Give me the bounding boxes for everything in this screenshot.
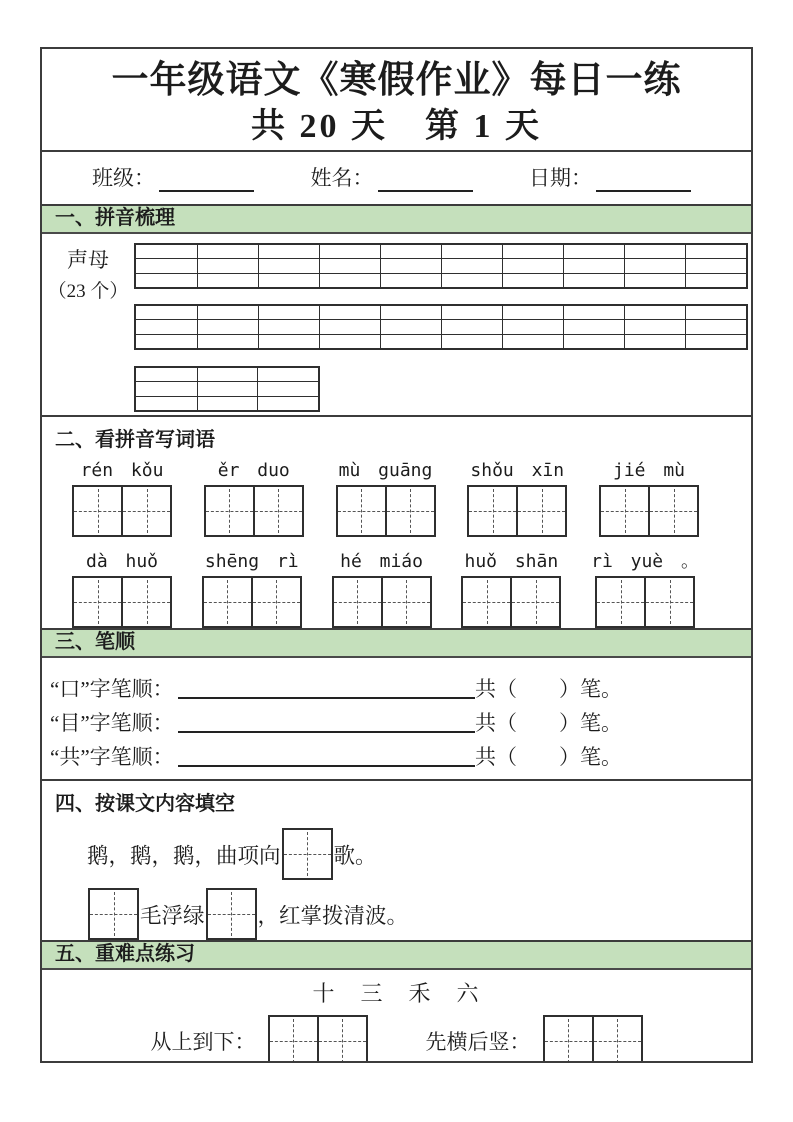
initials-label-line2: （23 个） — [47, 281, 129, 302]
writing-cell[interactable] — [74, 487, 121, 535]
pinyin-grid-cell[interactable] — [380, 273, 441, 287]
pinyin-grid-cell[interactable] — [136, 273, 197, 287]
pinyin-grid-cell[interactable] — [502, 273, 563, 287]
writing-box[interactable] — [202, 576, 302, 628]
name-field — [311, 162, 473, 192]
writing-box[interactable] — [72, 576, 172, 628]
writing-box[interactable] — [595, 576, 695, 628]
pinyin-grid-cell[interactable] — [441, 273, 502, 287]
pinyin-label: shǒu xīn — [470, 460, 565, 481]
writing-cell[interactable] — [601, 487, 648, 535]
section1-body — [42, 234, 751, 415]
pinyin-grid-cell[interactable] — [319, 245, 380, 258]
pinyin-grid-cell[interactable] — [502, 258, 563, 272]
word-group — [204, 458, 304, 537]
writing-box[interactable] — [88, 888, 139, 940]
pinyin-grid-cell[interactable] — [441, 319, 502, 333]
pinyin-grid-cell[interactable] — [319, 334, 380, 348]
initials-label-line1: 声母 — [67, 248, 109, 272]
writing-cell[interactable] — [338, 487, 385, 535]
pinyin-grid-cell[interactable] — [563, 245, 624, 258]
writing-cell[interactable] — [121, 487, 170, 535]
word-group — [467, 458, 567, 537]
initials-label — [42, 243, 134, 409]
stroke-order-blank[interactable] — [178, 697, 475, 699]
pinyin-grid-cell[interactable] — [380, 319, 441, 333]
writing-box[interactable] — [336, 485, 436, 537]
writing-cell[interactable] — [385, 487, 434, 535]
pinyin-grid-cell[interactable] — [136, 306, 197, 319]
pinyin-grid-cell[interactable] — [380, 306, 441, 319]
writing-box[interactable] — [332, 576, 432, 628]
pinyin-grid-cell[interactable] — [319, 306, 380, 319]
practice-label: 从上到下： — [150, 1030, 256, 1054]
pinyin-grid-cell[interactable] — [502, 306, 563, 319]
pinyin-grid-cell[interactable] — [197, 306, 258, 319]
pinyin-grid-cell[interactable] — [136, 334, 197, 348]
practice-row — [42, 1015, 751, 1063]
writing-cell[interactable] — [510, 578, 559, 626]
word-group — [336, 458, 436, 537]
pinyin-grid-cell[interactable] — [197, 273, 258, 287]
writing-cell[interactable] — [516, 487, 565, 535]
stroke-order-blank[interactable] — [178, 731, 475, 733]
pinyin-grid-cell[interactable] — [197, 368, 258, 381]
fill-text: 歌。 — [333, 843, 377, 868]
stroke-order-line — [50, 703, 622, 737]
pinyin-grid-cell[interactable] — [624, 334, 685, 348]
writing-cell[interactable] — [545, 1017, 592, 1063]
pinyin-grid-cell[interactable] — [258, 306, 319, 319]
pinyin-grid-cell[interactable] — [624, 319, 685, 333]
class-label: 班级： — [92, 166, 155, 190]
writing-cell[interactable] — [208, 890, 255, 938]
writing-cell[interactable] — [74, 578, 121, 626]
pinyin-grid-cell[interactable] — [502, 334, 563, 348]
writing-cell[interactable] — [121, 578, 170, 626]
pinyin-grid-cell[interactable] — [563, 273, 624, 287]
writing-cell[interactable] — [253, 487, 302, 535]
pinyin-grid-cell[interactable] — [380, 258, 441, 272]
section5-header: 五、重难点练习 — [42, 940, 751, 970]
writing-cell[interactable] — [270, 1017, 317, 1063]
pinyin-grid-cell[interactable] — [380, 245, 441, 258]
writing-cell[interactable] — [644, 578, 693, 626]
pinyin-label: dà huǒ — [85, 551, 159, 572]
writing-box[interactable] — [282, 828, 333, 880]
date-field — [529, 162, 691, 192]
word-group — [332, 549, 432, 628]
writing-cell[interactable] — [206, 487, 253, 535]
word-group — [591, 549, 699, 628]
pinyin-label: rén kǒu — [80, 460, 164, 481]
pinyin-grid-cell[interactable] — [197, 258, 258, 272]
pinyin-grid-cell[interactable] — [197, 334, 258, 348]
pinyin-grid-cell[interactable] — [441, 334, 502, 348]
pinyin-grid-stack — [134, 243, 751, 409]
stroke-order-blank[interactable] — [178, 765, 475, 767]
class-blank[interactable] — [159, 168, 254, 192]
pinyin-grid-cell[interactable] — [624, 258, 685, 272]
fill-line-1 — [42, 828, 751, 880]
writing-box[interactable] — [543, 1015, 643, 1063]
fill-text: 鹅，鹅，鹅，曲项向 — [87, 843, 281, 868]
section4-header: 四、按课文内容填空 — [42, 779, 751, 819]
pinyin-grid-cell[interactable] — [319, 258, 380, 272]
worksheet-title: 一年级语文《寒假作业》每日一练 — [111, 60, 682, 101]
pinyin-grid-cell[interactable] — [197, 396, 258, 410]
pinyin-grid-cell[interactable] — [502, 319, 563, 333]
pinyin-grid-2 — [134, 304, 748, 350]
writing-cell[interactable] — [592, 1017, 641, 1063]
writing-box[interactable] — [467, 485, 567, 537]
word-group — [72, 458, 172, 537]
pinyin-grid-cell[interactable] — [685, 258, 746, 272]
pinyin-label: hé miáo — [340, 551, 423, 572]
stroke-count-prompt: 共（ ）笔。 — [475, 745, 622, 769]
pinyin-grid-cell[interactable] — [257, 381, 318, 395]
practice-characters: 十 三 禾 六 — [312, 981, 481, 1006]
practice-label: 先横后竖： — [425, 1030, 531, 1054]
pinyin-grid-cell[interactable] — [319, 273, 380, 287]
worksheet-subtitle: 共 20 天 第 1 天 — [251, 108, 542, 145]
pinyin-grid-cell[interactable] — [136, 245, 197, 258]
pinyin-grid-cell[interactable] — [197, 381, 258, 395]
pinyin-grid-cell[interactable] — [136, 258, 197, 272]
pinyin-label: ěr duo — [217, 460, 290, 481]
stroke-order-line — [50, 737, 622, 771]
writing-box[interactable] — [72, 485, 172, 537]
pinyin-grid-cell[interactable] — [319, 319, 380, 333]
section2-header: 二、看拼音写词语 — [42, 415, 751, 455]
pinyin-grid-cell[interactable] — [441, 245, 502, 258]
name-label: 姓名： — [310, 166, 374, 190]
stroke-order-prompt: “口”字笔顺： — [50, 677, 174, 701]
pinyin-grid-cell[interactable] — [441, 258, 502, 272]
section3-body — [42, 658, 751, 779]
pinyin-grid-cell[interactable] — [624, 273, 685, 287]
fill-text: 毛浮绿 — [140, 903, 205, 928]
writing-cell[interactable] — [597, 578, 644, 626]
title-block — [42, 49, 751, 152]
pinyin-grid-cell[interactable] — [380, 334, 441, 348]
pinyin-label: mù guāng — [338, 460, 433, 481]
writing-cell[interactable] — [204, 578, 251, 626]
stroke-order-prompt: “目”字笔顺： — [50, 711, 174, 735]
writing-cell[interactable] — [381, 578, 430, 626]
pinyin-grid-cell[interactable] — [685, 273, 746, 287]
date-label: 日期： — [529, 166, 592, 190]
pinyin-grid-cell[interactable] — [563, 258, 624, 272]
info-row — [42, 152, 751, 204]
pinyin-grid-cell[interactable] — [136, 368, 197, 381]
stroke-count-prompt: 共（ ）笔。 — [475, 711, 622, 735]
practice-group — [426, 1015, 643, 1063]
section1-header: 一、拼音梳理 — [42, 204, 751, 234]
word-group — [461, 549, 561, 628]
pinyin-grid-cell[interactable] — [685, 245, 746, 258]
pinyin-grid-cell[interactable] — [685, 319, 746, 333]
writing-box[interactable] — [599, 485, 699, 537]
writing-cell[interactable] — [648, 487, 697, 535]
pinyin-grid-cell[interactable] — [257, 396, 318, 410]
pinyin-label: huǒ shān — [464, 551, 559, 572]
section3-header: 三、笔顺 — [42, 628, 751, 658]
writing-cell[interactable] — [463, 578, 510, 626]
pinyin-label: rì yuè 。 — [591, 551, 699, 572]
pinyin-grid-cell[interactable] — [685, 334, 746, 348]
stroke-order-prompt: “共”字笔顺： — [50, 745, 174, 769]
pinyin-grid-cell[interactable] — [502, 245, 563, 258]
stroke-count-prompt: 共（ ）笔。 — [475, 677, 622, 701]
word-group — [599, 458, 699, 537]
pinyin-grid-cell[interactable] — [136, 396, 197, 410]
pinyin-grid-cell[interactable] — [563, 319, 624, 333]
pinyin-grid-cell[interactable] — [563, 306, 624, 319]
writing-cell[interactable] — [251, 578, 300, 626]
words-row-2 — [42, 549, 751, 628]
pinyin-grid-cell[interactable] — [685, 306, 746, 319]
pinyin-grid-cell[interactable] — [258, 319, 319, 333]
pinyin-grid-cell[interactable] — [136, 381, 197, 395]
pinyin-label: shēng rì — [204, 551, 299, 572]
writing-cell[interactable] — [317, 1017, 366, 1063]
pinyin-grid-cell[interactable] — [258, 258, 319, 272]
fill-text: ，红掌拨清波。 — [257, 903, 409, 928]
word-group — [72, 549, 172, 628]
pinyin-grid-cell[interactable] — [563, 334, 624, 348]
writing-cell[interactable] — [334, 578, 381, 626]
pinyin-grid-cell[interactable] — [136, 319, 197, 333]
class-field — [92, 162, 254, 192]
writing-box[interactable] — [206, 888, 257, 940]
writing-cell[interactable] — [284, 830, 331, 878]
pinyin-grid-1 — [134, 243, 748, 289]
pinyin-grid-cell[interactable] — [624, 245, 685, 258]
pinyin-grid-cell[interactable] — [257, 368, 318, 381]
pinyin-grid-cell[interactable] — [258, 245, 319, 258]
word-group — [202, 549, 302, 628]
pinyin-grid-3 — [134, 366, 320, 412]
pinyin-grid-cell[interactable] — [624, 306, 685, 319]
stroke-order-line — [50, 669, 622, 703]
pinyin-grid-cell[interactable] — [197, 319, 258, 333]
pinyin-label: jié mù — [612, 460, 686, 481]
pinyin-grid-cell[interactable] — [441, 306, 502, 319]
worksheet — [40, 47, 753, 1063]
writing-cell[interactable] — [469, 487, 516, 535]
pinyin-grid-cell[interactable] — [258, 334, 319, 348]
date-blank[interactable] — [596, 168, 691, 192]
practice-group — [151, 1015, 368, 1063]
writing-box[interactable] — [461, 576, 561, 628]
pinyin-grid-cell[interactable] — [197, 245, 258, 258]
writing-cell[interactable] — [90, 890, 137, 938]
name-blank[interactable] — [378, 168, 473, 192]
writing-box[interactable] — [268, 1015, 368, 1063]
writing-box[interactable] — [204, 485, 304, 537]
fill-line-2 — [42, 888, 751, 940]
pinyin-grid-cell[interactable] — [258, 273, 319, 287]
words-row-1 — [42, 458, 751, 537]
